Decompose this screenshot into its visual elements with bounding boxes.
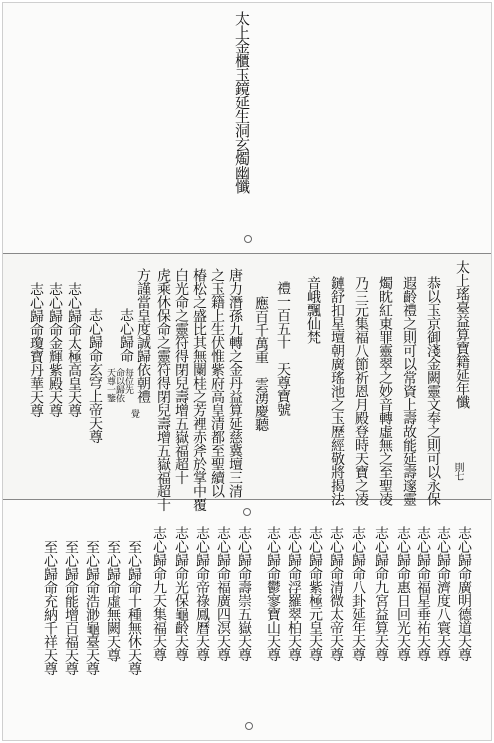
center-circle-mark — [243, 508, 251, 516]
invocation-line: 志心歸命瓊寶丹華天尊 — [28, 282, 44, 417]
invocation-line: 志心歸命濟度八寰天尊 — [435, 526, 451, 661]
scripture-title: 太上金櫃玉鏡延生洞玄燭幽懺 — [233, 11, 251, 193]
intro-line: 音峨飄仙梵 — [305, 276, 321, 344]
annotation-note: 覺 — [129, 409, 139, 418]
text-line: 虎乘休保命之靈符得閉兒壽增五嶽福超十 — [155, 268, 171, 511]
invocation-line: 志心歸命惠日回光天尊 — [395, 526, 411, 661]
annotation-note: 每位先 — [123, 368, 133, 394]
rite-subheading: 應百千萬重 雲湧慶聽 — [253, 296, 269, 431]
invocation-line: 志心歸命鬱寥寶山天尊 — [265, 526, 281, 661]
invocation-line: 至心歸命虛無闕天尊 — [105, 540, 121, 662]
text-line: 唐力潛孫九轉之金丹益算延慈冀壇三清 — [227, 268, 243, 498]
invocation-line: 志心歸命福星垂祐天尊 — [415, 526, 431, 661]
text-line: 之玉籍上生伏惟紫府高皇清都至聖續以 — [209, 268, 225, 498]
invocation-line: 志心歸命九宮益算天尊 — [373, 526, 389, 661]
intro-line: 遐齡禮之則可以常資上壽故能延壽邃靈 — [401, 276, 417, 506]
invocation-line: 志心歸命金輝紫殿天尊 — [47, 282, 63, 417]
text-line: 椿松之盛比其無闌桂之芳裡赤斧於掌中覆 — [191, 268, 207, 511]
invocation-line: 志心歸命八卦延年天尊 — [350, 526, 366, 661]
middle-panel — [3, 253, 491, 511]
invocation-line: 志心歸命福廣四溟天尊 — [215, 526, 231, 661]
scripture-sheet — [2, 2, 492, 741]
invocation-line: 志心歸命玄穹上帝天尊 — [87, 308, 103, 443]
rite-heading: 禮一百五十 天尊寶號 — [275, 281, 291, 416]
invocation-line: 志心歸命廣明德道天尊 — [456, 526, 472, 661]
intro-line: 燭眈紅東罪靈翠之妙音轉虛無之至聖凌 — [377, 276, 393, 506]
intro-line: 乃三元集福八節祈恩月殿登時天寶之凌 — [353, 276, 369, 506]
bottom-panel — [3, 500, 491, 740]
invocation-line: 至心歸命浩渺龜臺天尊 — [84, 540, 100, 675]
text-line: 方謹當皇度誠歸依朝禮 — [135, 268, 151, 403]
intro-line: 恭以玉京御淺金闕靈文奉之則可以永保 — [425, 276, 441, 506]
center-circle-mark — [244, 235, 252, 243]
invocation-line: 至心歸命充納千祥天尊 — [42, 540, 58, 675]
intro-line: 鏈舒扣星壇朝廣瑤池之玉歷經敬將揭法 — [329, 276, 345, 506]
invocation-line: 志心歸命紫極元皇天尊 — [307, 526, 323, 661]
annotation-note: 命以歸依 — [114, 368, 124, 402]
page-number: 則七 — [452, 462, 463, 480]
invocation-head: 志心歸命 — [118, 308, 134, 362]
title-panel — [3, 3, 491, 251]
annotation-note: 天尊一鑒 — [105, 368, 115, 402]
bottom-circle-mark — [245, 722, 253, 730]
invocation-line: 志心歸命九天集福天尊 — [151, 526, 167, 661]
invocation-line: 志心歸命清微太帝天尊 — [328, 526, 344, 661]
invocation-line: 志心歸命太極高皇天尊 — [66, 282, 82, 417]
invocation-line: 至心歸命十種無休天尊 — [126, 540, 142, 675]
invocation-line: 志心歸命壽崇五嶽天尊 — [236, 526, 252, 661]
invocation-line: 至心歸命能增百福天尊 — [63, 540, 79, 675]
invocation-line: 志心歸命浮羅翠柏天尊 — [286, 526, 302, 661]
text-line: 白光命之靈符得閉兒壽增五嶽福超十 — [173, 268, 189, 484]
invocation-line: 志心歸命光保龜齡天尊 — [173, 526, 189, 661]
intro-line: 太上瑤臺益算寶籍延年懺 — [454, 260, 470, 409]
invocation-line: 志心歸命帝祿鳳曆天尊 — [194, 526, 210, 661]
